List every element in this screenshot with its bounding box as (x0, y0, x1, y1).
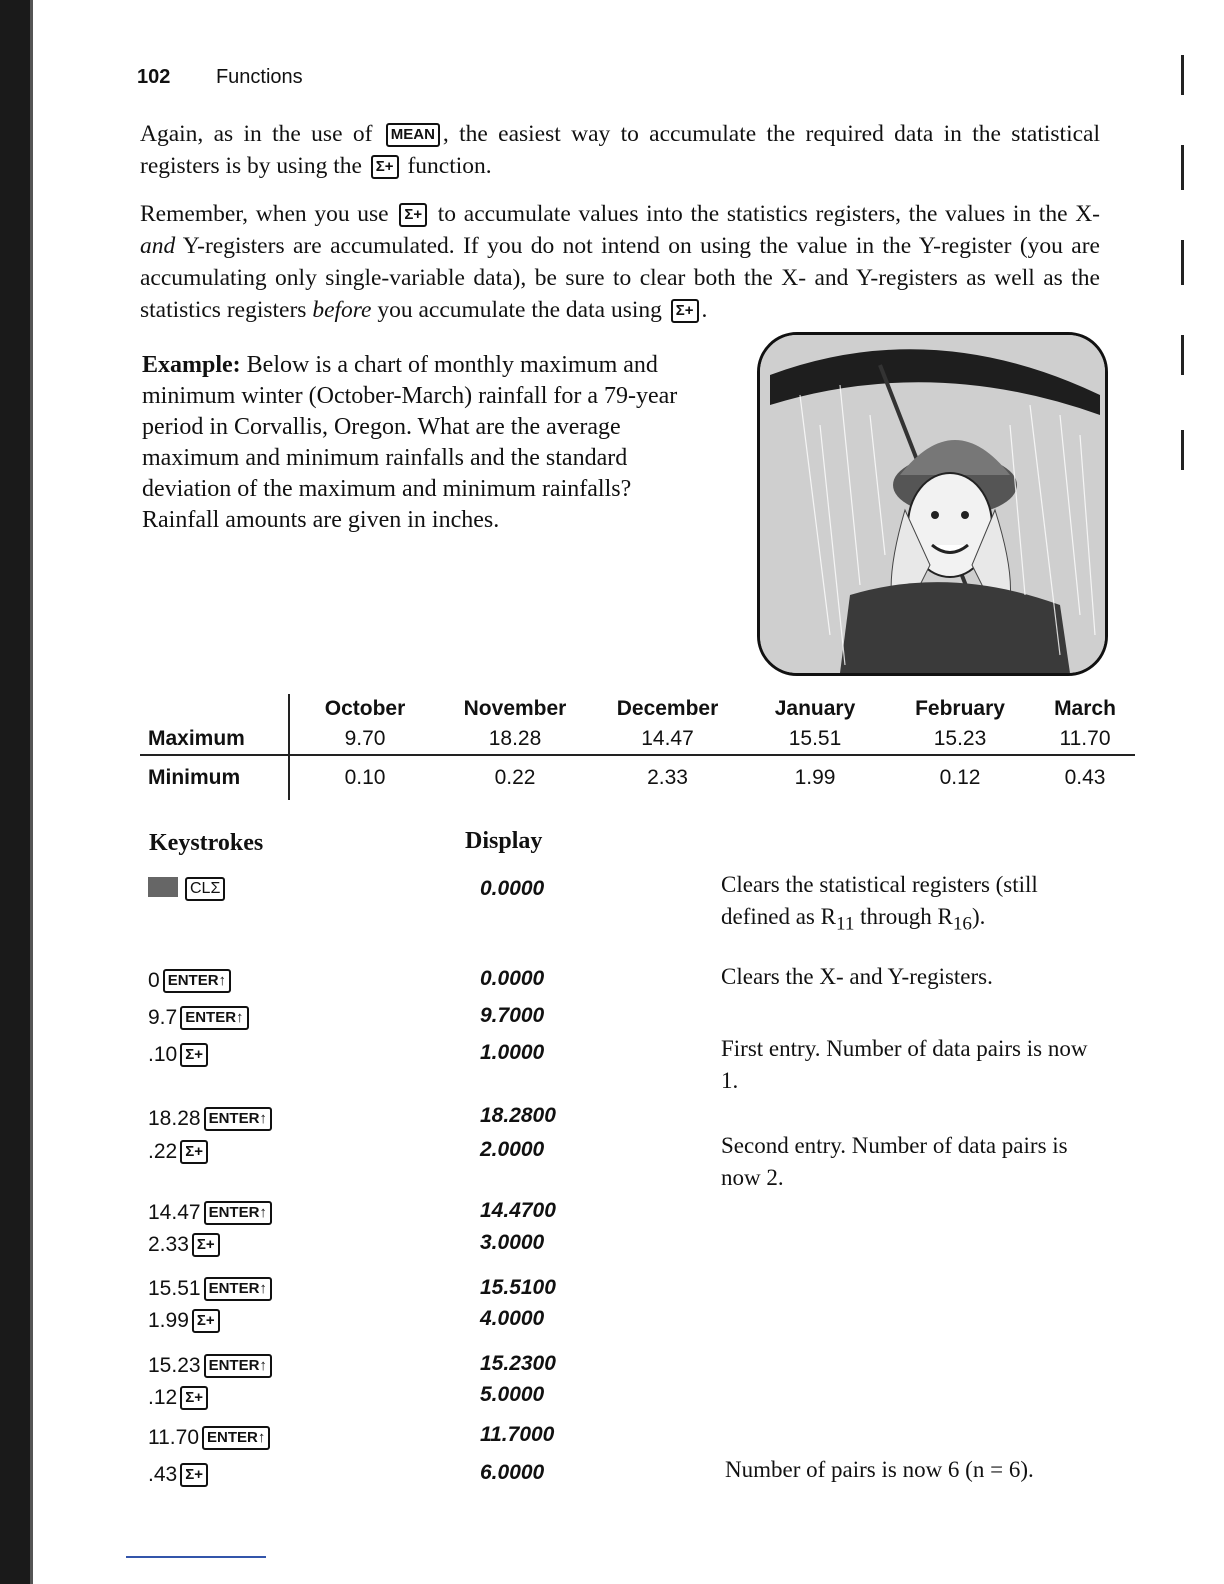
table-cell: 0.12 (939, 766, 981, 789)
keystroke-row (148, 1006, 252, 1030)
enter-key-icon: ENTER↑ (180, 1006, 248, 1030)
table-cell: 0.43 (1064, 766, 1106, 789)
page-left-edge-shadow (0, 0, 30, 1584)
text: Y-registers are accumulated. If you do not intend on using the value in the Y-register (you are accumulating only single-variable data), be sure to clear both the X- and Y-registers as well as the statistics registers (140, 233, 1100, 323)
emphasis: before (312, 297, 372, 323)
sigma-plus-key-icon: Σ+ (371, 155, 399, 179)
display-value: 9.7000 (480, 1004, 545, 1027)
keystroke-row (148, 1386, 211, 1410)
shift-key-icon (148, 877, 178, 897)
page-number: 102 (137, 66, 171, 88)
display-value: 2.0000 (480, 1138, 545, 1161)
text: to accumulate values into the statistics registers, the values in the X- (437, 201, 1101, 227)
keystroke-number: 0 (148, 969, 160, 992)
table-cell: 0.22 (494, 766, 536, 789)
subscript: 16 (952, 913, 972, 935)
sigma-plus-key-icon: Σ+ (192, 1309, 220, 1333)
table-row (140, 755, 1135, 800)
table-row (140, 724, 1135, 755)
enter-key-icon: ENTER↑ (163, 969, 231, 993)
keystroke-number: 15.51 (148, 1277, 201, 1300)
keystroke-row (148, 1277, 275, 1301)
note-second-entry: Second entry. Number of data pairs is now 2. (721, 1133, 1068, 1190)
enter-key-icon: ENTER↑ (202, 1426, 270, 1450)
display-value: 18.2800 (480, 1104, 556, 1127)
display-value: 0.0000 (480, 877, 545, 900)
example-label: Example: (142, 352, 241, 378)
display-heading: Display (465, 828, 543, 854)
enter-key-icon: ENTER↑ (204, 1277, 272, 1301)
text: . (701, 297, 708, 323)
keystroke-number: .22 (148, 1140, 178, 1163)
keystrokes-heading: Keystrokes (149, 830, 264, 856)
keystroke-number: 1.99 (148, 1309, 189, 1332)
text: function. (407, 153, 492, 179)
keystroke-number: 18.28 (148, 1107, 201, 1130)
table-header-row (140, 694, 1135, 724)
sigma-plus-key-icon: Σ+ (180, 1386, 208, 1410)
umbrella-woman-icon (760, 335, 1105, 673)
mean-key-icon: MEAN (386, 123, 440, 147)
month-header: November (463, 697, 567, 720)
emphasis: and (140, 233, 176, 259)
corner-cell (140, 694, 289, 724)
sigma-plus-key-icon: Σ+ (671, 299, 699, 323)
table-cell: 1.99 (794, 766, 836, 789)
table-cell: 14.47 (641, 727, 694, 750)
table-cell: 0.10 (289, 755, 440, 800)
display-value: 1.0000 (480, 1041, 545, 1064)
keystroke-row (148, 1201, 275, 1225)
keystroke-row (148, 877, 228, 901)
row-label: Maximum (148, 727, 245, 750)
text: Clears the statistical registers (still defined as R (721, 872, 1038, 929)
table-cell: 9.70 (289, 724, 440, 755)
keystroke-row (148, 1426, 273, 1450)
note-final: Number of pairs is now 6 (n = 6). (725, 1457, 1034, 1482)
table-cell: 15.23 (933, 727, 987, 750)
intro-paragraph-2 (140, 198, 1100, 326)
display-value: 6.0000 (480, 1461, 545, 1484)
margin-mark (1181, 335, 1184, 375)
keystroke-number: 9.7 (148, 1006, 178, 1029)
table-cell: 2.33 (647, 766, 688, 789)
display-value: 15.5100 (480, 1276, 556, 1299)
note-clear-stats (721, 869, 1106, 941)
text: you accumulate the data using (377, 297, 662, 323)
sigma-plus-key-icon: Σ+ (180, 1140, 208, 1164)
enter-key-icon: ENTER↑ (204, 1107, 272, 1131)
sigma-plus-key-icon: Σ+ (180, 1043, 208, 1067)
display-value: 3.0000 (480, 1231, 545, 1254)
display-value: 5.0000 (480, 1383, 545, 1406)
note-first-entry: First entry. Number of data pairs is now 1. (721, 1036, 1088, 1093)
keystroke-row (148, 1107, 275, 1131)
keystroke-number: 11.70 (148, 1426, 199, 1449)
keystroke-row (148, 969, 234, 993)
keystroke-number: 14.47 (148, 1201, 201, 1224)
keystroke-row (148, 1233, 223, 1257)
keystroke-row (148, 1463, 211, 1487)
text: , the easiest way to accumulate the required data in the statistical registers is by using the (140, 121, 1101, 179)
display-value: 11.7000 (480, 1423, 555, 1446)
example-text: Below is a chart of monthly maximum and minimum winter (October-March) rainfall for a 79-year period in Corvallis, Oregon. What are the average maximum and minimum rainfalls and the standard deviation of the maximum and minimum rainfalls? Rainfall amounts are given in inches. (142, 352, 678, 533)
row-label: Minimum (148, 766, 241, 789)
sigma-plus-key-icon: Σ+ (180, 1463, 208, 1487)
margin-mark (1181, 430, 1184, 470)
rainfall-table (140, 694, 1135, 800)
subscript: 11 (835, 913, 855, 935)
text: Again, as in the use of (140, 121, 373, 147)
month-header: March (1054, 697, 1116, 720)
margin-mark (1181, 55, 1184, 95)
section-title: Functions (215, 66, 303, 88)
keystroke-number: 2.33 (148, 1233, 189, 1256)
keystroke-row (148, 1140, 211, 1164)
month-header: January (774, 697, 856, 720)
keystroke-number: .10 (148, 1043, 178, 1066)
example-paragraph (142, 350, 687, 536)
enter-key-icon: ENTER↑ (204, 1354, 272, 1378)
keystroke-number: .12 (148, 1386, 178, 1409)
keystroke-row (148, 1354, 275, 1378)
text: through R (854, 904, 953, 929)
margin-mark (1181, 240, 1184, 285)
sigma-plus-key-icon: Σ+ (399, 203, 427, 227)
month-header: October (289, 694, 440, 724)
table-cell: 18.28 (488, 727, 542, 750)
rain-woman-illustration (757, 332, 1108, 676)
clear-sigma-key-icon: CLΣ (185, 877, 225, 901)
table-cell: 11.70 (1059, 727, 1111, 750)
margin-mark (1181, 145, 1184, 190)
display-value: 0.0000 (480, 967, 545, 990)
keystroke-number: .43 (148, 1463, 178, 1486)
text: ). (971, 904, 986, 929)
intro-paragraph-1 (140, 118, 1100, 182)
sigma-plus-key-icon: Σ+ (192, 1233, 220, 1257)
month-header: December (616, 697, 719, 720)
note-clear-xy: Clears the X- and Y-registers. (721, 964, 993, 989)
display-value: 4.0000 (480, 1307, 545, 1330)
display-value: 14.4700 (480, 1199, 556, 1222)
keystroke-number: 15.23 (148, 1354, 201, 1377)
table-cell: 15.51 (788, 727, 842, 750)
keystroke-row (148, 1043, 211, 1067)
enter-key-icon: ENTER↑ (204, 1201, 272, 1225)
page-header (137, 66, 303, 89)
footer-line (126, 1556, 266, 1558)
text: Remember, when you use (140, 201, 389, 227)
month-header: February (915, 697, 1005, 720)
keystroke-row (148, 1309, 223, 1333)
display-value: 15.2300 (480, 1352, 556, 1375)
page-left-edge-line (30, 0, 33, 1584)
